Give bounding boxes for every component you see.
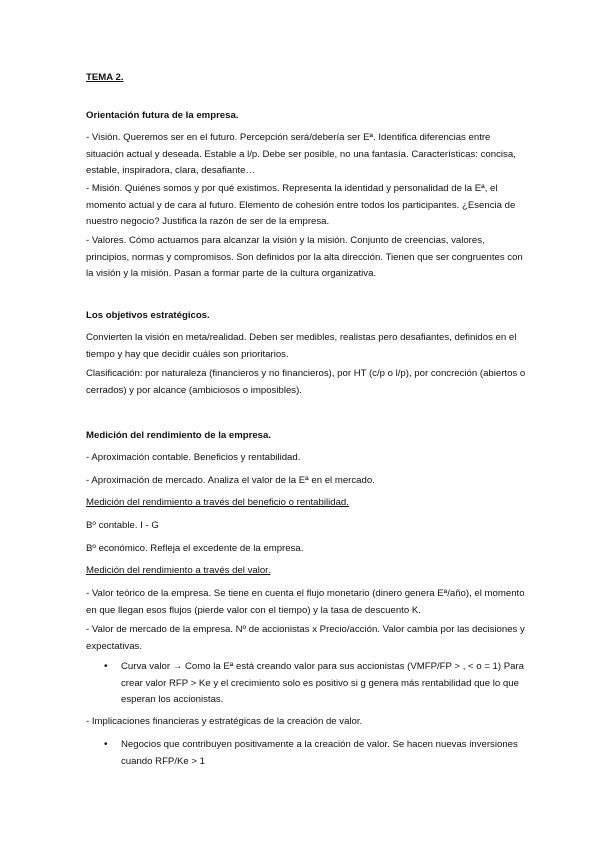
subheading-beneficio: Medición del rendimiento a través del beneficio o rentabilidad. — [86, 497, 349, 508]
bullet-item-curva-valor: Curva valor → Como la Eª está creando valor para sus accionistas (VMFP/FP > , < o = 1) Para crear valor RFP > Ke y el crecimiento solo es positivo si g genera más rentabilidad que lo que esperan los accionistas. — [121, 661, 525, 706]
paragraph-bo-contable: Bº contable. I - G — [86, 520, 159, 531]
paragraph-vision: - Visión. Queremos ser en el futuro. Percepción será/debería ser Eª. Identifica diferencias entre situación actual y deseada. Estable a l/p. Debe ser posible, no una fantasía. Características: concisa, estable, inspiradora, clara, desafiante… — [86, 132, 516, 177]
paragraph-objetivos-clasificacion: Clasificación: por naturaleza (financieros y no financieros), por HT (c/p o l/p), por concreción (abiertos o cerrados) y por alcance (ambiciosos o imposibles). — [86, 368, 526, 396]
document-title: TEMA 2. — [86, 72, 124, 83]
section-heading-objetivos: Los objetivos estratégicos. — [86, 310, 210, 321]
bullet-item-negocios: Negocios que contribuyen positivamente a la creación de valor. Se hacen nuevas inversiones cuando RFP/Ke > 1 — [121, 739, 518, 767]
paragraph-implicaciones: - Implicaciones financieras y estratégicas de la creación de valor. — [86, 716, 363, 727]
paragraph-aprox-contable: - Aproximación contable. Beneficios y rentabilidad. — [86, 452, 301, 463]
paragraph-valores: - Valores. Cómo actuamos para alcanzar la visión y la misión. Conjunto de creencias, valores, principios, normas y compromisos. Son definidos por la alta dirección. Tienen que ser congruentes con la visión y la misión. Pasan a formar parte de la cultura organizativa. — [86, 235, 523, 280]
paragraph-valor-teorico: - Valor teórico de la empresa. Se tiene en cuenta el flujo monetario (dinero genera Eª/año), el momento en que llegan esos flujos (pierde valor con el tiempo) y la tasa de descuento K. — [86, 588, 525, 616]
paragraph-valor-mercado: - Valor de mercado de la empresa. Nº de accionistas x Precio/acción. Valor cambia por las decisiones y expectativas. — [86, 624, 525, 652]
bullet-icon: • — [104, 661, 108, 672]
paragraph-bo-economico: Bº económico. Refleja el excedente de la empresa. — [86, 543, 304, 554]
bullet-icon: • — [104, 739, 108, 750]
subheading-valor: Medición del rendimiento a través del valor. — [86, 565, 271, 576]
paragraph-aprox-mercado: - Aproximación de mercado. Analiza el valor de la Eª en el mercado. — [86, 475, 375, 486]
section-heading-orientacion: Orientación futura de la empresa. — [86, 110, 239, 121]
paragraph-mision: - Misión. Quiénes somos y por qué existimos. Representa la identidad y personalidad de la Eª, el momento actual y de cara al futuro. Elemento de cohesión entre todos los participantes. ¿Esencia de nuestro negocio? Justifica la razón de ser de la empresa. — [86, 183, 516, 228]
paragraph-objetivos-definicion: Convierten la visión en meta/realidad. Deben ser medibles, realistas pero desafiantes, definidos en el tiempo y hay que decidir cuáles son prioritarios. — [86, 332, 517, 360]
section-heading-medicion: Medición del rendimiento de la empresa. — [86, 430, 271, 441]
